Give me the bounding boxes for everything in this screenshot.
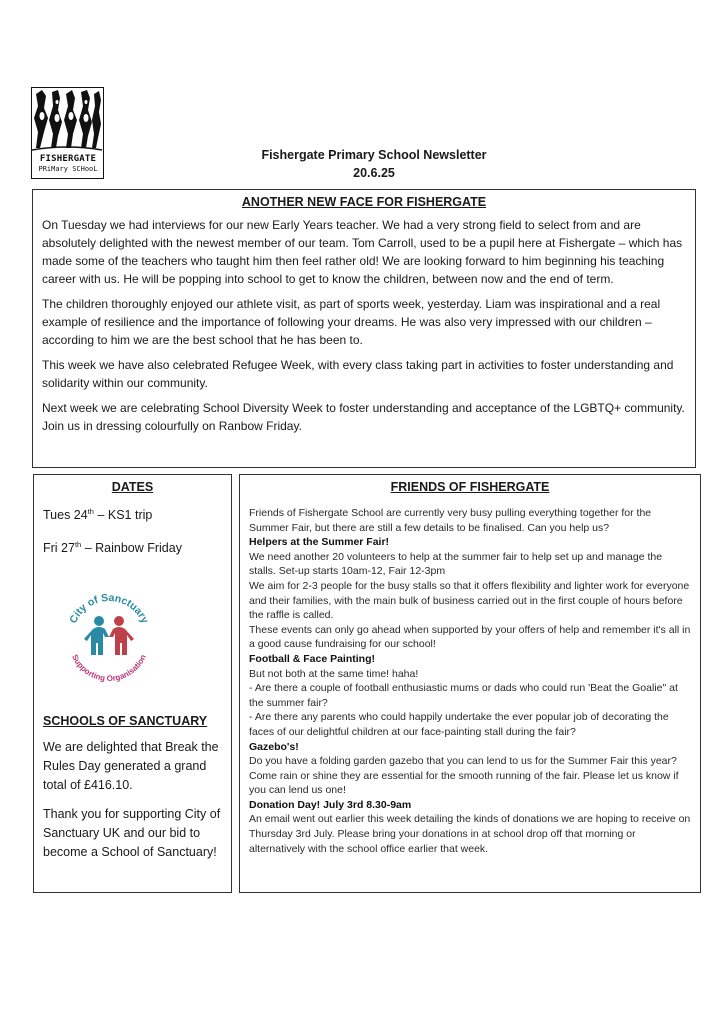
newsletter-header xyxy=(200,146,548,182)
city-of-sanctuary-logo xyxy=(59,585,159,685)
date-item-day: Tues 24 xyxy=(43,508,88,523)
main-article-box xyxy=(32,189,696,468)
schools-of-sanctuary-heading: SCHOOLS OF SANCTUARY xyxy=(43,714,208,729)
main-paragraph-3: This week we have also celebrated Refugee Week, with every class taking part in activities to foster understanding and solidarity within our community. xyxy=(42,358,674,390)
school-logo-graphic xyxy=(32,88,102,152)
football-line-3: - Are there any parents who could happily undertake the ever popular job of decorating the faces of our delightful children at our face-painting stall during the fair? xyxy=(249,711,669,738)
gazebo-heading: Gazebo's! xyxy=(249,740,299,753)
helpers-line-1: We need another 20 volunteers to help at the summer fair to help set up and manage the stalls. Set-up starts 10am-12, Fair 12-3pm xyxy=(249,550,663,578)
main-paragraph-4: Next week we are celebrating School Diversity Week to foster understanding and acceptance of the LGBTQ+ community. Join us in dressing colourfully on Ranbow Friday. xyxy=(42,401,685,433)
logo-text-fishergate: FISHERGATE xyxy=(39,154,97,164)
gazebo-text: Do you have a folding garden gazebo that you can lend to us for the Summer Fair this year? Come rain or shine they are essential for the smooth running of the fair. Please let us know if you can lend us one! xyxy=(249,755,679,797)
dates-box xyxy=(33,474,232,893)
logo-top-text xyxy=(67,592,151,626)
school-logo xyxy=(31,87,104,179)
newsletter-title: Fishergate Primary School Newsletter xyxy=(261,148,487,162)
date-item-text: – Rainbow Friday xyxy=(81,541,182,556)
football-line-2: - Are there a couple of football enthusiastic mums or dads who could run 'Beat the Goalie" at the summer fair? xyxy=(249,682,678,709)
dates-heading: DATES xyxy=(111,480,154,494)
date-item-day: Fri 27 xyxy=(43,541,75,556)
friends-intro: Friends of Fishergate School are currently very busy pulling everything together for the Summer Fair, but there are still a few details to be finalised. Can you help us? xyxy=(249,507,652,534)
helpers-heading: Helpers at the Summer Fair! xyxy=(249,536,390,549)
helpers-line-2: We aim for 2-3 people for the busy stalls so that it offers flexibility and lighter work for everyone and their families, with the main bulk of business carried out in the first couple of hours before the raffle is called. xyxy=(249,579,690,622)
main-article-heading: ANOTHER NEW FACE FOR FISHERGATE xyxy=(241,195,487,209)
sanctuary-paragraph-1: We are delighted that Break the Rules Day generated a grand total of £416.10. xyxy=(43,740,219,793)
date-item-ks1-trip xyxy=(43,503,222,524)
helpers-line-3: These events can only go ahead when supported by your offers of help and remember it's all in a good cause fundraising for our school! xyxy=(249,623,691,651)
logo-text-primary-school: PRiMary SCHooL xyxy=(38,165,98,173)
donation-text: An email went out earlier this week detailing the kinds of donations we are hoping to receive on Thursday 3rd July. Please bring your donations in at school drop off that morning or alternatively with the school office earlier that week. xyxy=(249,813,691,855)
main-paragraph-1: On Tuesday we had interviews for our new Early Years teacher. We had a very strong field to select from and are absolutely delighted with the newest member of our team. Tom Carroll, used to be a pupil here at Fishergate – which has made some of the teachers who taught him then feel rather old! We are looking forward to him beginning his teaching career with us. He will be popping into school to get to know the children, between now and the end of term. xyxy=(42,218,683,286)
date-item-text: – KS1 trip xyxy=(93,508,153,523)
logo-bottom-text-path: Supporting Organisation xyxy=(70,653,148,684)
logo-bottom-text xyxy=(70,653,148,683)
date-item-suffix: th xyxy=(87,507,94,516)
football-line-1: But not both at the same time! haha! xyxy=(249,667,419,680)
logo-top-text-path: City of Sanctuary xyxy=(67,592,151,626)
date-item-rainbow-friday xyxy=(43,536,222,557)
main-paragraph-2: The children thoroughly enjoyed our athlete visit, as part of sports week, yesterday. Liam was inspirational and a real example of resilience and the importance of following your dreams. He was also very impressed with our children – according to him we are the best school that he has been to. xyxy=(42,297,661,347)
friends-heading: FRIENDS OF FISHERGATE xyxy=(390,480,550,494)
people-icon xyxy=(84,616,134,655)
sanctuary-paragraph-2: Thank you for supporting City of Sanctuary UK and our bid to become a School of Sanctuary! xyxy=(43,807,221,860)
friends-box xyxy=(239,474,701,893)
friends-body xyxy=(249,506,691,856)
donation-heading: Donation Day! July 3rd 8.30-9am xyxy=(249,798,412,811)
football-heading: Football & Face Painting! xyxy=(249,652,376,665)
date-item-suffix: th xyxy=(74,540,82,550)
newsletter-date: 20.6.25 xyxy=(353,166,395,180)
